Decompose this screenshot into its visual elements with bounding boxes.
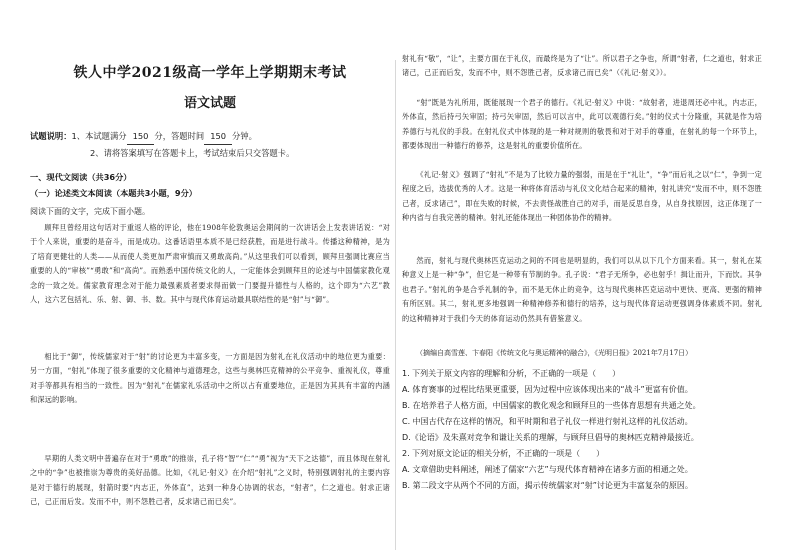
note-1-c: 分钟。 xyxy=(232,131,257,141)
option-d: D.《论语》及朱熹对竞争和谦让关系的理解，与顾拜旦倡导的奥林匹克精神最接近。 xyxy=(402,433,699,442)
note-1-b: 分，答题时间 xyxy=(154,131,205,141)
notes-prefix: 试题说明： xyxy=(30,131,72,141)
option-b: B. 在培养君子人格方面，中国儒家的教化观念和顾拜旦的一些体育思想有共通之处。 xyxy=(402,401,701,410)
option-a: A. 体育赛事的过程比结果更重要，因为过程中应该体现出来的“战斗”更富有价值。 xyxy=(402,385,693,394)
section-heading: 一、现代文阅读（共36分） xyxy=(30,172,132,182)
exam-title: 铁人中学2021级高一学年上学期期末考试 xyxy=(73,65,347,81)
article-paragraph: 然而，射礼与现代奥林匹克运动之间的不同也是明显的，我们可以从以下几个方面来看。其一，射礼在某种意义上是一种“争”，但它是一种带有节制的争。孔子说：“君子无所争，必也射乎！揖让而升，下而饮。其争也君子。”射礼的争是合乎礼制的争，而不是无休止的竞争，这与现代奥林匹克运动中更快、更高、更强的精神有所区别。其二，射礼更多地强调一种精神修养和德行的培养，这与现代体育运动更强调身体素质不同。射礼的这种精神对于我们今天的体育运动仍然具有借鉴意义。 xyxy=(402,256,762,323)
exam-notes xyxy=(30,128,294,161)
article-paragraph: 早期的人类文明中普遍存在对于“勇敢”的推崇，孔子将“智”“仁”“勇”视为“天下之达德”，而且体现在射礼之中的“争”也被推崇为尊贵的美好品德。比如，《礼记·射义》在介绍“射礼”之义时，特别强调射礼的主要内容是对于德行的展现，射箭时要“内志正，外体直”，达到一种身心协调的状态，“射者”，仁之道也。射求正诸己，己正而后发。发而不中，则不怨胜己者，反求诸己而已矣”。 xyxy=(30,454,390,507)
note-1-a: 1、本试题满分 xyxy=(71,131,127,141)
reading-instruction: 阅读下面的文字，完成下面小题。 xyxy=(30,207,150,216)
column-divider xyxy=(395,60,396,550)
question-stem: 2. 下列对原文论证的相关分析，不正确的一项是（ ） xyxy=(402,449,605,458)
question-stem: 1. 下列关于原文内容的理解和分析，不正确的一项是（ ） xyxy=(402,369,621,378)
exam-subject: 语文试题 xyxy=(183,96,236,111)
option-b: B. 第二段文字从两个不同的方面，揭示传统儒家对“射”讨论更为丰富复杂的原因。 xyxy=(402,481,693,490)
question-1 xyxy=(402,366,770,446)
question-2 xyxy=(402,446,770,494)
time-value: 150 xyxy=(204,128,232,145)
article-paragraph: “射”既是为礼所用，既能展现一个君子的德行。《礼记·射义》中说：“故射者，进退周还必中礼，内志正，外体直，然后持弓矢审固；持弓矢审固，然后可以言中，此可以观德行矣。”射的仪式十分隆重，其就是作为培养德行与礼仪的手段。在射礼仪式中体现的是一种对规则的敬畏和对于对手的尊重，在射礼的每一个环节上，都要体现出一种德行的修养，这是射礼的重要价值所在。 xyxy=(402,98,762,151)
option-a: A. 文章借助史料阐述，阐述了儒家“六艺”与现代体育精神在诸多方面的相通之处。 xyxy=(402,465,693,474)
full-score-value: 150 xyxy=(127,128,155,145)
article-source: （摘编自高雪莲、卞春阳《传统文化与奥运精神的融合》，《光明日报》2021年7月17日） xyxy=(416,349,693,357)
article-paragraph: 《礼记·射义》强调了“射礼”不是为了比较力量的强弱，而是在于“礼让”，“争”而后礼之以“仁”，争到一定程度之后，选拔优秀的人才。这是一种将体育活动与礼仪文化结合起来的精神，射礼讲究“发而不中，则不怨胜己者，反求诸己”，即在失败的时候，不去责怪战胜自己的对手，而是反思自身，从自身找原因，这正体现了一种内省与自我完善的精神。射礼还能体现出一种团体协作的精神。 xyxy=(402,170,762,223)
article-paragraph: 相比于“御”，传统儒家对于“射”的讨论更为丰富多变，一方面是因为射礼在礼仪活动中的地位更为重要：另一方面，“射礼”体现了很多重要的文化精神与道德理念，这些与奥林匹克精神的公平竞争、重视礼仪，尊重对手等都具有相当的一致性。因为“射礼”在儒家礼乐活动中之所以占有重要地位，正是因为其具有丰富的内涵和深远的影响。 xyxy=(30,352,390,405)
option-c: C. 中国古代存在这样的情况，和平时期和君子礼仪一样进行射礼这样的礼仪活动。 xyxy=(402,417,693,426)
note-line-2: 2、请将答案填写在答题卡上，考试结束后只交答题卡。 xyxy=(90,148,295,158)
article-paragraph: 射礼有“敬”，“让”，主要方面在于礼仪，而最终是为了“让”。所以君子之争也，所谓“射者，仁之道也，射求正诸己，己正而后发，发而不中，则不怨胜己者，反求诸己而已矣”（《礼记·射义》）。 xyxy=(402,54,762,78)
article-paragraph: 顾拜旦曾经用这句话对于重返人格的评论，他在1908年伦敦奥运会期间的一次讲话会上发表讲话说：“对于个人来说，重要的是奋斗，而是成功。这番话语里本质不是已经获胜，而是进行战斗。传播这种精神，是为了培育更健壮的人类——从而使人类更加严肃审慎而又勇敢高尚。”从这里我们可以看到，顾拜旦强调比赛应当重要的人的“审核”“勇敢”和“高尚”。而熟悉中国传统文化的人，一定能体会到顾拜旦的论述与中国儒家教化观念的一致之处。儒家教育理念对于能力最强素质者要求得而做一门要提升德性与人格的，这个即为“六艺”教人，这六艺包括礼、乐、射、御、书、数。其中与现代体育运动最具联结性的是“射”与“御”。 xyxy=(30,223,390,305)
note-line-1 xyxy=(30,128,294,145)
subsection-heading: （一）论述类文本阅读（本题共3小题，9分） xyxy=(30,188,197,198)
